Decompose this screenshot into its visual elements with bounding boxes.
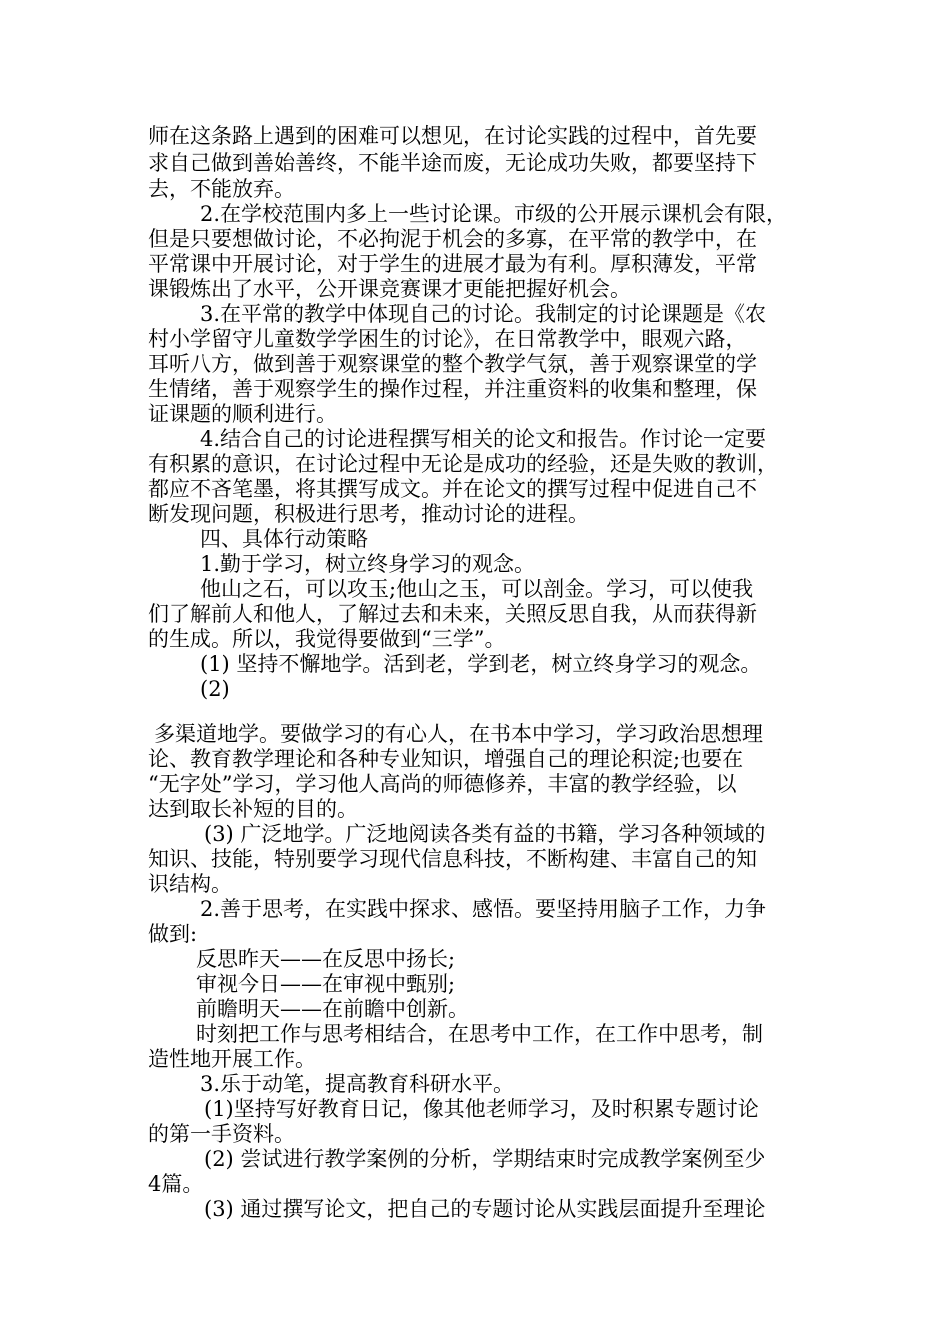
text-line: 课锻炼出了水平，公开课竞赛课才更能把握好机会。	[148, 277, 631, 301]
text-line: 时刻把工作与思考相结合，在思考中工作，在工作中思考，制	[196, 1022, 763, 1046]
text-line: 前瞻明天——在前瞻中创新。	[196, 997, 469, 1021]
text-line: 4.结合自己的讨论进程撰写相关的论文和报告。作讨论一定要	[200, 427, 767, 451]
section-heading: 四、具体行动策略	[200, 527, 368, 551]
text-line: 有积累的意识，在讨论过程中无论是成功的经验，还是失败的教训，	[148, 452, 778, 476]
text-line: 的生成。所以，我觉得要做到“三学”。	[148, 627, 506, 651]
text-line: 生情绪，善于观察学生的操作过程，并注重资料的收集和整理，保	[148, 377, 757, 401]
text-line: (1) 坚持不懈地学。活到老，学到老，树立终身学习的观念。	[200, 652, 762, 676]
text-line: 论、教育教学理论和各种专业知识，增强自己的理论积淀;也要在	[148, 747, 744, 771]
text-line: 2.善于思考，在实践中探求、感悟。要坚持用脑子工作，力争	[200, 897, 767, 921]
text-line: 3.在平常的教学中体现自己的讨论。我制定的讨论课题是《农	[200, 302, 767, 326]
text-line: 耳听八方，做到善于观察课堂的整个教学气氛，善于观察课堂的学	[148, 352, 757, 376]
text-line: 村小学留守儿童数学学困生的讨论》，在日常教学中，眼观六路，	[148, 327, 747, 351]
text-line: 去，不能放弃。	[148, 177, 295, 201]
text-line: 们了解前人和他人，了解过去和未来，关照反思自我，从而获得新	[148, 602, 757, 626]
text-line: 知识、技能，特别要学习现代信息科技，不断构建、丰富自己的知	[148, 847, 757, 871]
text-line: 2.在学校范围内多上一些讨论课。市级的公开展示课机会有限，	[200, 202, 788, 226]
text-line: 求自己做到善始善终，不能半途而废，无论成功失败，都要坚持下	[148, 151, 757, 175]
text-line: 造性地开展工作。	[148, 1047, 316, 1071]
text-line: 做到:	[148, 922, 198, 946]
text-line: 证课题的顺利进行。	[148, 402, 337, 426]
text-line: 师在这条路上遇到的困难可以想见，在讨论实践的过程中，首先要	[148, 124, 757, 148]
text-line: 都应不吝笔墨，将其撰写成文。并在论文的撰写过程中促进自己不	[148, 477, 757, 501]
text-line: 达到取长补短的目的。	[148, 797, 358, 821]
text-line: (3) 广泛地学。广泛地阅读各类有益的书籍，学习各种领域的	[204, 822, 766, 846]
text-line: 断发现问题，积极进行思考，推动讨论的进程。	[148, 502, 589, 526]
text-line: 3.乐于动笔，提高教育科研水平。	[200, 1072, 515, 1096]
text-line: 1.勤于学习，树立终身学习的观念。	[200, 552, 536, 576]
text-line: (3) 通过撰写论文，把自己的专题讨论从实践层面提升至理论	[204, 1197, 766, 1221]
text-line: 但是只要想做讨论，不必拘泥于机会的多寡，在平常的教学中，在	[148, 227, 757, 251]
text-line: (2)	[200, 677, 230, 701]
text-line: 平常课中开展讨论，对于学生的进展才最为有利。厚积薄发，平常	[148, 252, 757, 276]
text-line: 识结构。	[148, 872, 232, 896]
text-line: 多渠道地学。要做学习的有心人，在书本中学习，学习政治思想理	[154, 722, 763, 746]
text-line: 反思昨天——在反思中扬长;	[196, 947, 456, 971]
text-line: (1)坚持写好教育日记，像其他老师学习，及时积累专题讨论	[204, 1097, 759, 1121]
text-line: (2) 尝试进行教学案例的分析，学期结束时完成教学案例至少	[204, 1147, 766, 1171]
text-line: “无字处”学习，学习他人高尚的师德修养，丰富的教学经验，以	[148, 772, 737, 796]
text-line: 的第一手资料。	[148, 1122, 295, 1146]
text-line: 他山之石，可以攻玉;他山之玉，可以剖金。学习，可以使我	[200, 577, 754, 601]
text-line: 4篇。	[148, 1172, 204, 1196]
text-line: 审视今日——在审视中甄别;	[196, 972, 456, 996]
